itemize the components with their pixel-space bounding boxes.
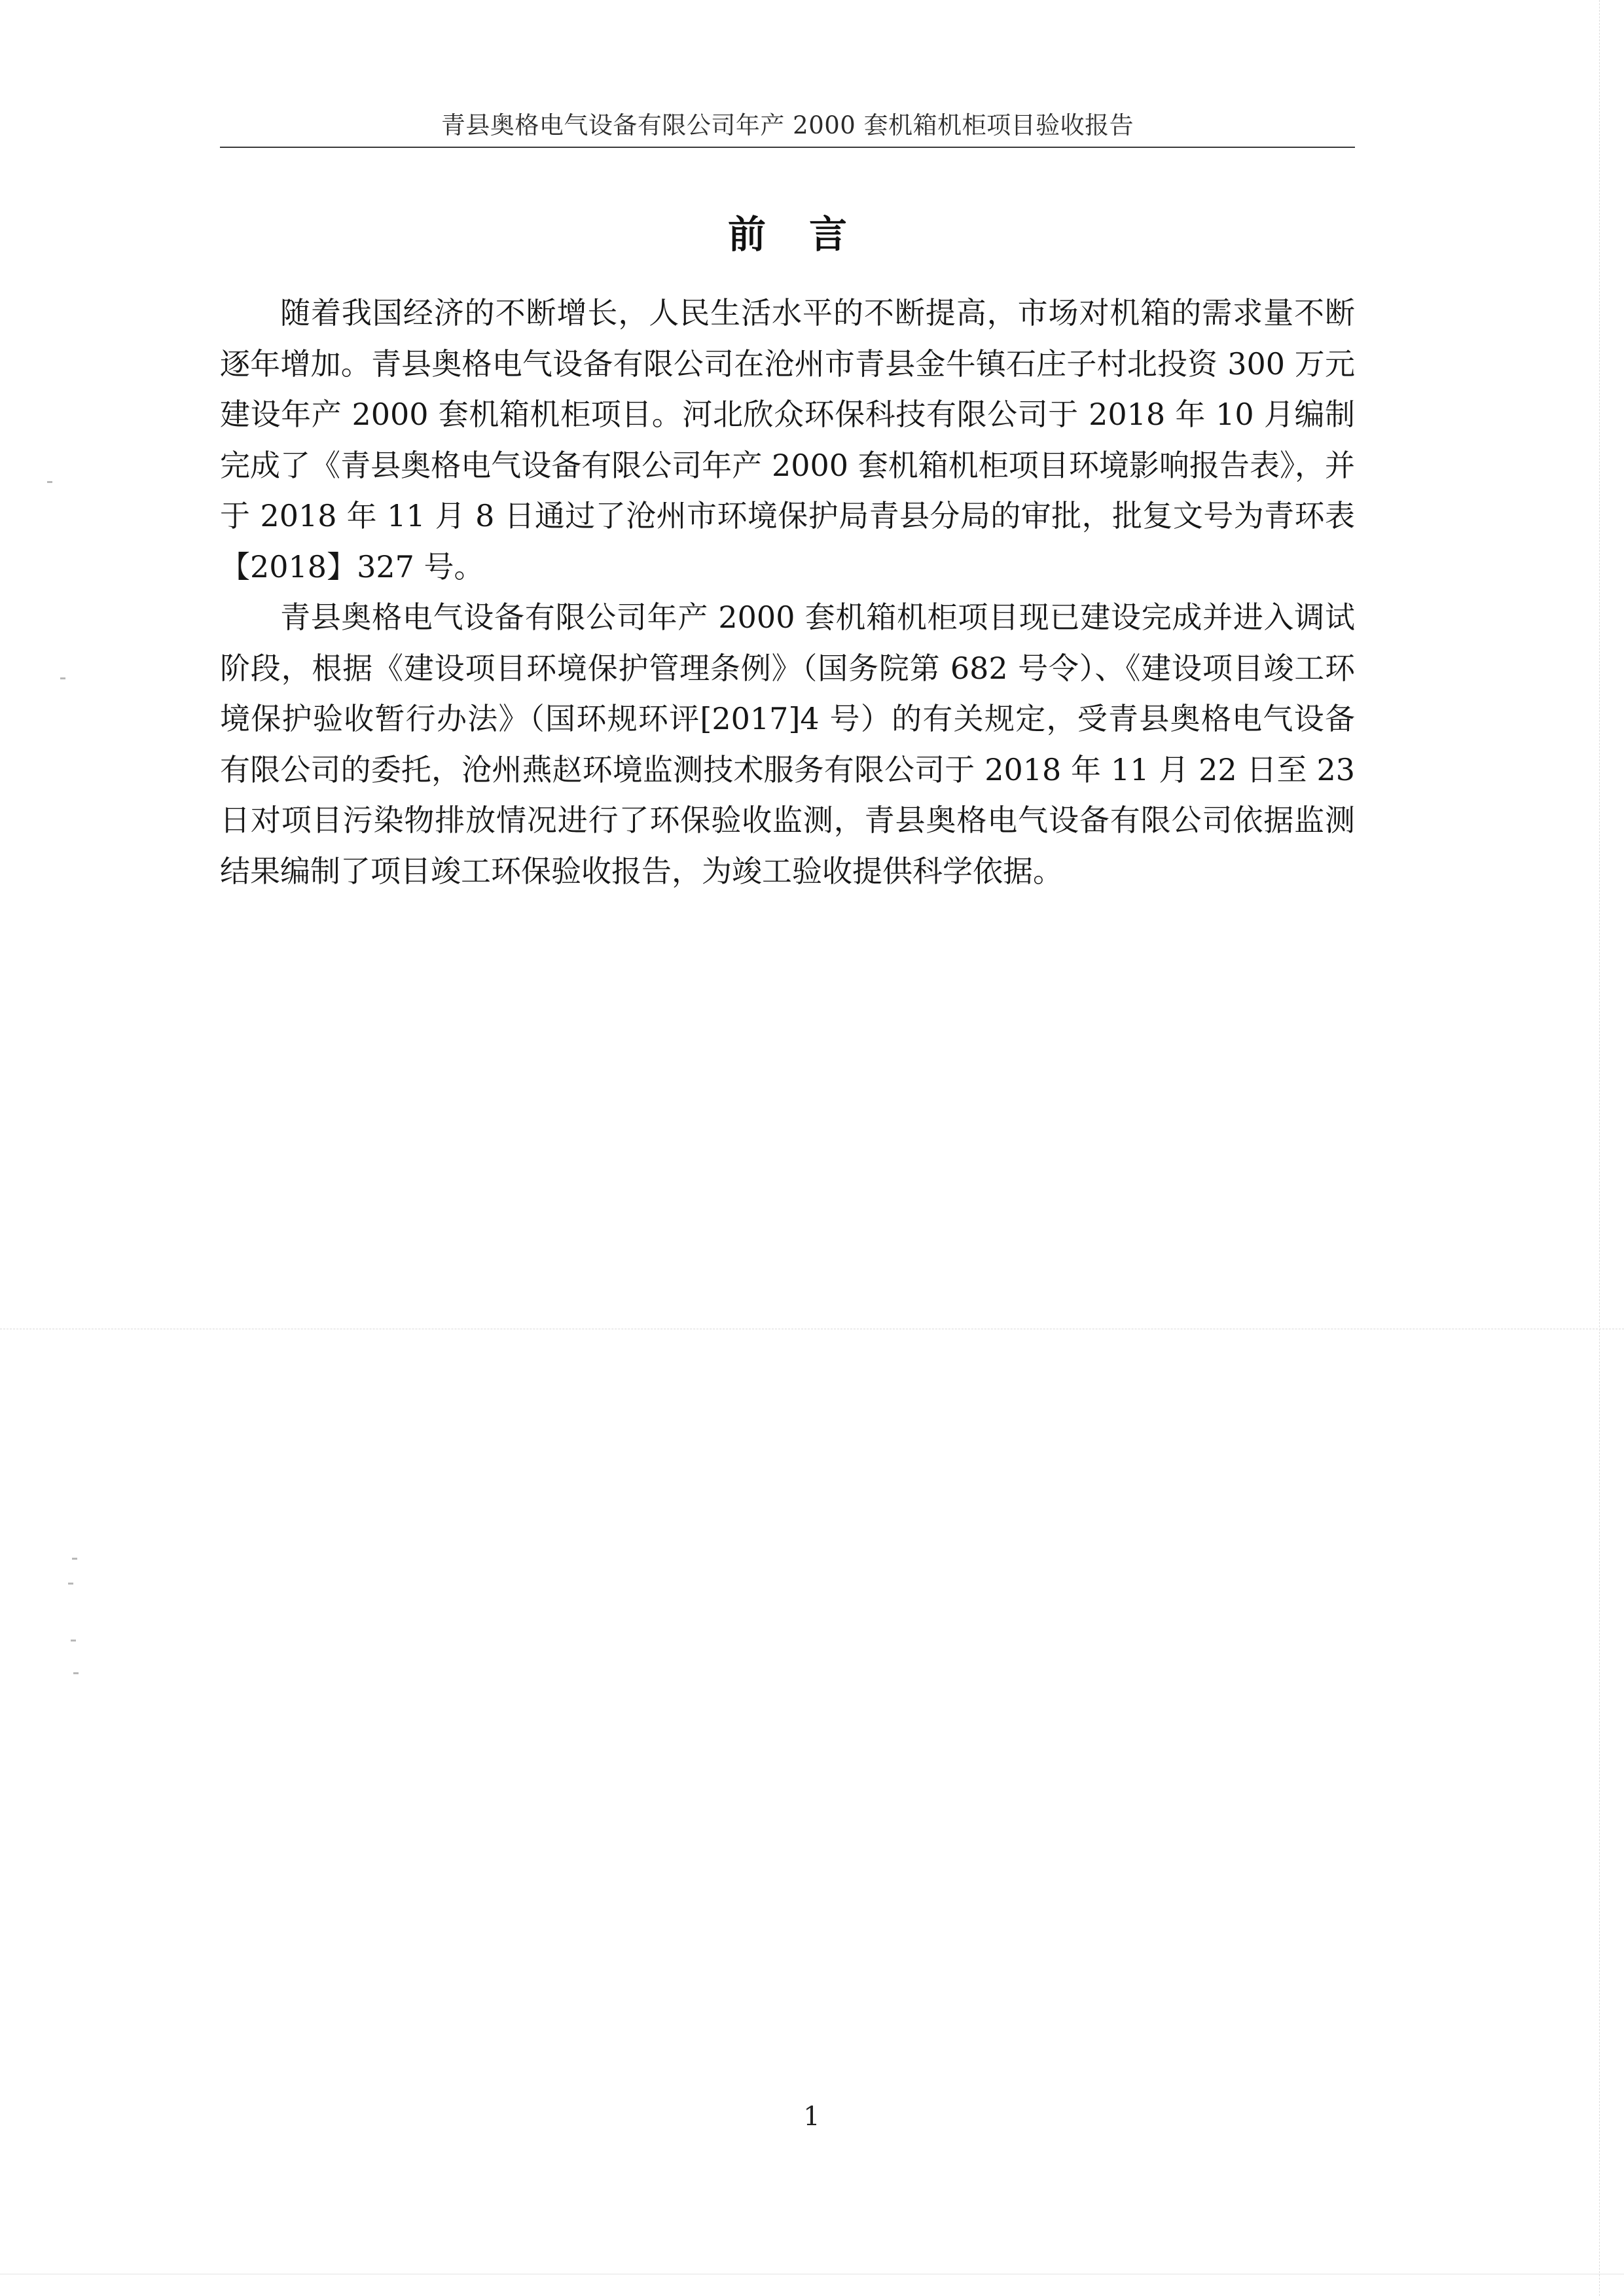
scan-edge-line (1599, 0, 1600, 2296)
scan-speck (47, 481, 52, 483)
scan-speck (68, 1583, 73, 1585)
running-header: 青县奥格电气设备有限公司年产 2000 套机箱机柜项目验收报告 (441, 111, 1134, 139)
scan-speck (73, 1672, 79, 1674)
scan-speck (60, 677, 65, 679)
paragraph: 青县奥格电气设备有限公司年产 2000 套机箱机柜项目现已建设完成并进入调试阶段，根据《建设项目环境保护管理条例》（国务院第 682 号令）、《建设项目竣工环境保护验收暂行办法》（国环规环评[2017]4 号）的有关规定，受青县奥格电气设备有限公司的委托，沧州燕赵环境监测技术服务有限公司于 2018 年 11 月 22 日至 23 日对项目污染物排放情况进行了环保验收监测，青县奥格电气设备有限公司依据监测结果编制了项目竣工环保验收报告，为竣工验收提供科学依据。 (220, 600, 1355, 889)
body-text (220, 288, 1355, 897)
section-title: 前言 (727, 212, 890, 257)
paragraph: 随着我国经济的不断增长，人民生活水平的不断提高，市场对机箱的需求量不断逐年增加。青县奥格电气设备有限公司在沧州市青县金牛镇石庄子村北投资 300 万元建设年产 2000 套机箱机柜项目。河北欣众环保科技有限公司于 2018 年 10 月编制完成了《青县奥格电气设备有限公司年产 2000 套机箱机柜项目环境影响报告表》，并于 2018 年 11 月 8 日通过了沧州市环境保护局青县分局的审批，批复文号为青环表【2018】327 号。 (220, 295, 1355, 584)
header-rule (220, 147, 1355, 148)
scan-speck (71, 1640, 76, 1641)
scan-speck (72, 1558, 77, 1560)
page-number: 1 (803, 2102, 820, 2132)
